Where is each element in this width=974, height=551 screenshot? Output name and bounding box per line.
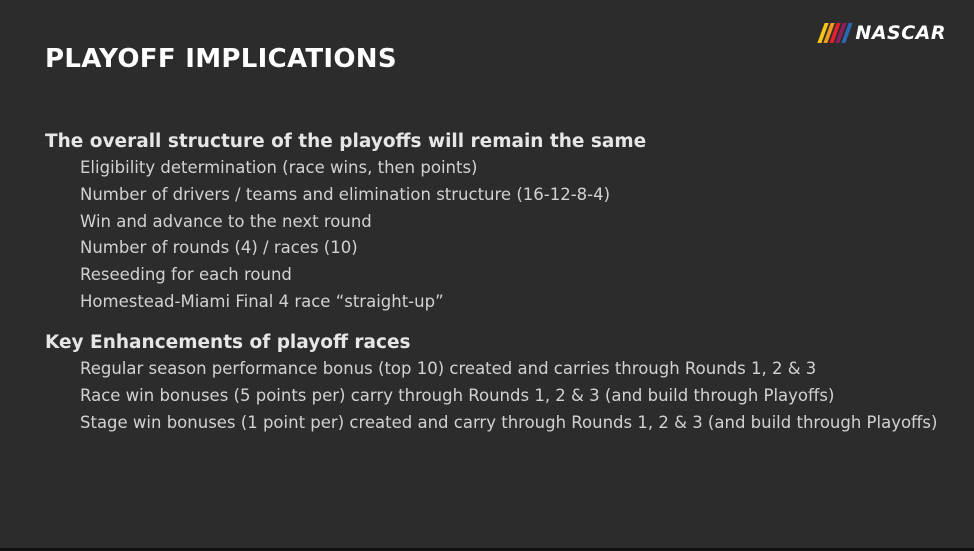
list-item: Reseeding for each round bbox=[80, 265, 292, 285]
section-structure bbox=[45, 129, 646, 316]
list-item: Regular season performance bonus (top 10) created and carries through Rounds 1, 2 & 3 bbox=[80, 359, 817, 378]
list-item: Homestead-Miami Final 4 race “straight-up” bbox=[80, 291, 444, 311]
bullet-list bbox=[45, 155, 646, 316]
logo-stripes bbox=[818, 23, 853, 43]
list-item: Win and advance to the next round bbox=[80, 211, 372, 231]
list-item: Number of rounds (4) / races (10) bbox=[80, 238, 358, 258]
list-item: Race win bonuses (5 points per) carry through Rounds 1, 2 & 3 (and build through Playoffs) bbox=[80, 385, 835, 405]
nascar-logo bbox=[821, 22, 946, 44]
list-item: Eligibility determination (race wins, then points) bbox=[80, 158, 478, 177]
section-enhancements bbox=[45, 330, 937, 436]
list-item: Number of drivers / teams and elimination structure (16-12-8-4) bbox=[80, 184, 611, 204]
slide-title: PLAYOFF IMPLICATIONS bbox=[45, 44, 397, 74]
section-heading: Key Enhancements of playoff races bbox=[45, 332, 411, 353]
section-heading: The overall structure of the playoffs will remain the same bbox=[45, 131, 647, 152]
bullet-list bbox=[45, 356, 937, 436]
logo-text: NASCAR bbox=[855, 22, 946, 44]
list-item: Stage win bonuses (1 point per) created and carry through Rounds 1, 2 & 3 (and build through Playoffs) bbox=[80, 412, 938, 432]
